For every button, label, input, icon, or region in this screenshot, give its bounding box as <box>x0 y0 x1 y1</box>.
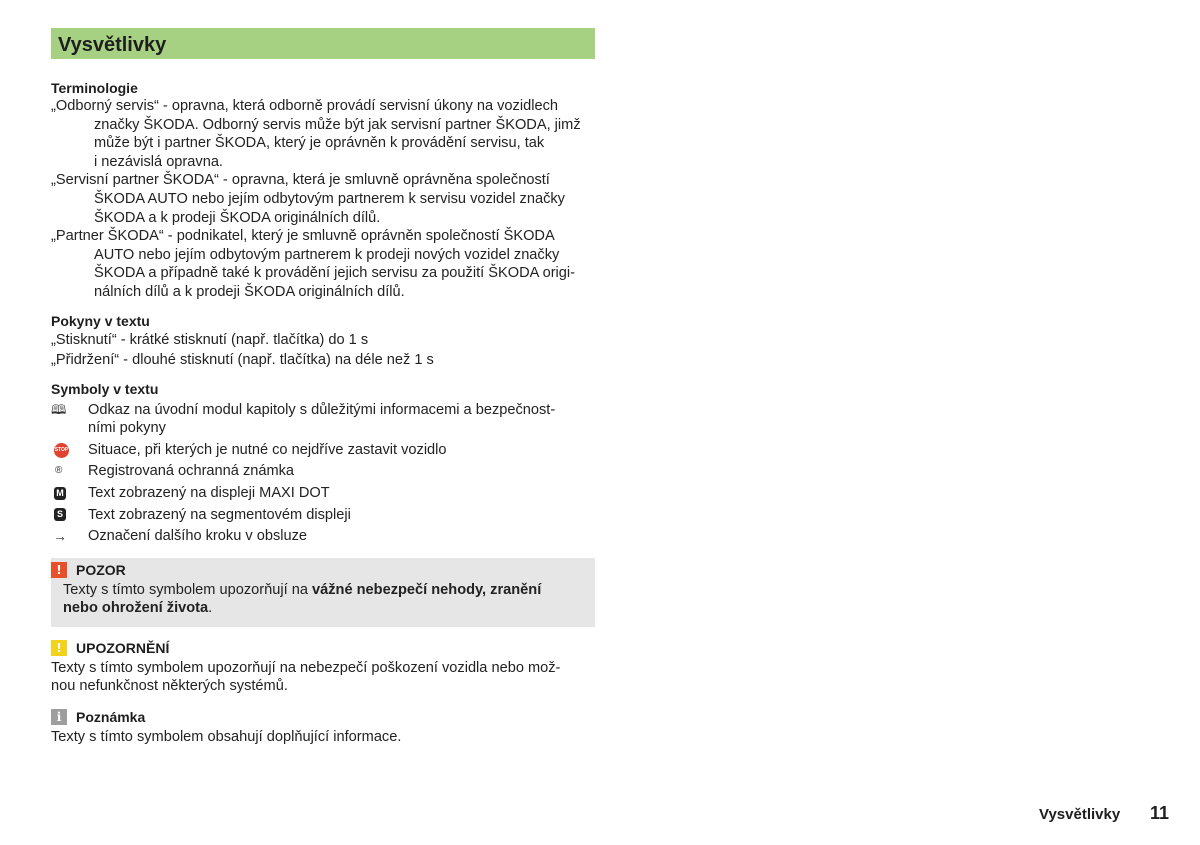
caution-text <box>51 659 595 696</box>
note-line: Texty s tímto symbolem obsahují doplňující informace. <box>51 729 402 746</box>
warning-bold: vážné nebezpečí nehody, zranění <box>312 581 542 598</box>
info-icon: i <box>51 709 67 725</box>
caution-icon: ! <box>51 640 67 656</box>
terminology-heading: Terminologie <box>51 80 138 96</box>
symbol-text <box>88 527 595 546</box>
note-header <box>51 708 595 726</box>
symbol-line: ními pokyny <box>88 420 166 437</box>
maxi-dot-icon: M <box>54 487 66 500</box>
caution-title: UPOZORNĚNÍ <box>76 639 170 656</box>
symbol-line: Označení dalšího kroku v obsluze <box>88 528 308 545</box>
symbol-row <box>51 462 595 481</box>
symbol-line: Odkaz na úvodní modul kapitoly s důležitými informacemi a bezpečnost- <box>88 401 556 418</box>
symbol-icon-cell <box>51 462 88 481</box>
symbol-row <box>51 506 595 525</box>
warning-end: . <box>208 600 213 617</box>
symbol-text <box>88 462 595 481</box>
term-line: značky ŠKODA. Odborný servis může být jak servisní partner ŠKODA, jimž <box>94 116 581 133</box>
caution-header <box>51 639 595 657</box>
page-number: 11 <box>1150 803 1170 823</box>
content-column <box>51 28 595 747</box>
symbol-text <box>88 441 595 460</box>
symbol-line: Text zobrazený na segmentovém displeji <box>88 506 351 523</box>
footer-section-label: Vysvětlivky <box>1039 806 1121 823</box>
symbol-line: Registrovaná ochranná známka <box>88 463 295 480</box>
caution-section <box>51 639 595 696</box>
term-line: „Servisní partner ŠKODA“ - opravna, která je smluvně oprávněna společností <box>51 172 550 189</box>
term-servisni-partner <box>51 171 595 227</box>
symbol-list <box>51 401 595 546</box>
term-line: ŠKODA AUTO nebo jejím odbytovým partnerem k servisu vozidel značky <box>94 190 565 207</box>
title-bar <box>51 28 595 59</box>
term-line: „Partner ŠKODA“ - podnikatel, který je smluvně oprávněn společností ŠKODA <box>51 228 555 245</box>
warning-plain: Texty s tímto symbolem upozorňují na <box>63 581 313 598</box>
warning-header <box>51 561 583 579</box>
symbol-line: Situace, při kterých je nutné co nejdříve zastavit vozidlo <box>88 441 447 458</box>
book-icon: 🕮 <box>51 401 67 417</box>
warning-line-1 <box>63 581 583 600</box>
instruction-hold: „Přidržení“ - dlouhé stisknutí (např. tlačítka) na déle než 1 s <box>51 351 434 368</box>
term-line: ŠKODA a k prodeji ŠKODA originálních dílů. <box>94 209 381 226</box>
symbol-text <box>88 506 595 525</box>
caution-line: Texty s tímto symbolem upozorňují na nebezpečí poškození vozidla nebo mož- <box>51 659 561 676</box>
stop-icon: STOP <box>54 443 69 458</box>
term-line: nálních dílů a k prodeji ŠKODA originálních dílů. <box>94 283 405 300</box>
symbol-text <box>88 401 595 438</box>
symbol-icon-cell <box>51 441 88 460</box>
symbol-row <box>51 484 595 503</box>
instructions-heading: Pokyny v textu <box>51 312 150 329</box>
warning-text <box>51 581 583 618</box>
symbol-text <box>88 484 595 503</box>
instruction-press: „Stisknutí“ - krátké stisknutí (např. tlačítka) do 1 s <box>51 331 369 348</box>
note-section <box>51 708 595 747</box>
term-line: ŠKODA a případně také k provádění jejich servisu za použití ŠKODA origi- <box>94 265 576 282</box>
registered-trademark-icon: ® <box>55 465 63 477</box>
warning-box <box>51 558 595 627</box>
symbol-icon-cell <box>51 527 88 546</box>
term-line: i nezávislá opravna. <box>94 153 223 170</box>
note-text <box>51 728 595 747</box>
symbols-heading: Symboly v textu <box>51 380 159 397</box>
term-line: může být i partner ŠKODA, který je oprávněn k provádění servisu, tak <box>94 135 545 152</box>
symbol-row <box>51 401 595 438</box>
term-partner-skoda <box>51 227 595 301</box>
symbol-icon-cell <box>51 484 88 503</box>
term-odborny-servis <box>51 97 595 171</box>
warning-line-2 <box>63 599 583 618</box>
arrow-right-icon: → <box>53 528 67 545</box>
symbol-row <box>51 527 595 546</box>
term-line: „Odborný servis“ - opravna, která odborně provádí servisní úkony na vozidlech <box>51 98 558 114</box>
symbol-line: Text zobrazený na displeji MAXI DOT <box>88 484 330 501</box>
term-line: AUTO nebo jejím odbytovým partnerem k prodeji nových vozidel značky <box>94 246 560 263</box>
terminology-list <box>51 97 595 302</box>
warning-icon: ! <box>51 562 67 578</box>
segment-display-icon: S <box>54 508 66 521</box>
note-title: Poznámka <box>76 709 146 726</box>
warning-bold-2: nebo ohrožení života <box>63 600 209 617</box>
symbol-icon-cell <box>51 506 88 525</box>
warning-title: POZOR <box>76 561 126 578</box>
caution-line: nou nefunkčnost některých systémů. <box>51 678 288 695</box>
symbol-icon-cell <box>51 401 88 420</box>
page-title: Vysvětlivky <box>58 34 167 56</box>
symbol-row <box>51 441 595 460</box>
